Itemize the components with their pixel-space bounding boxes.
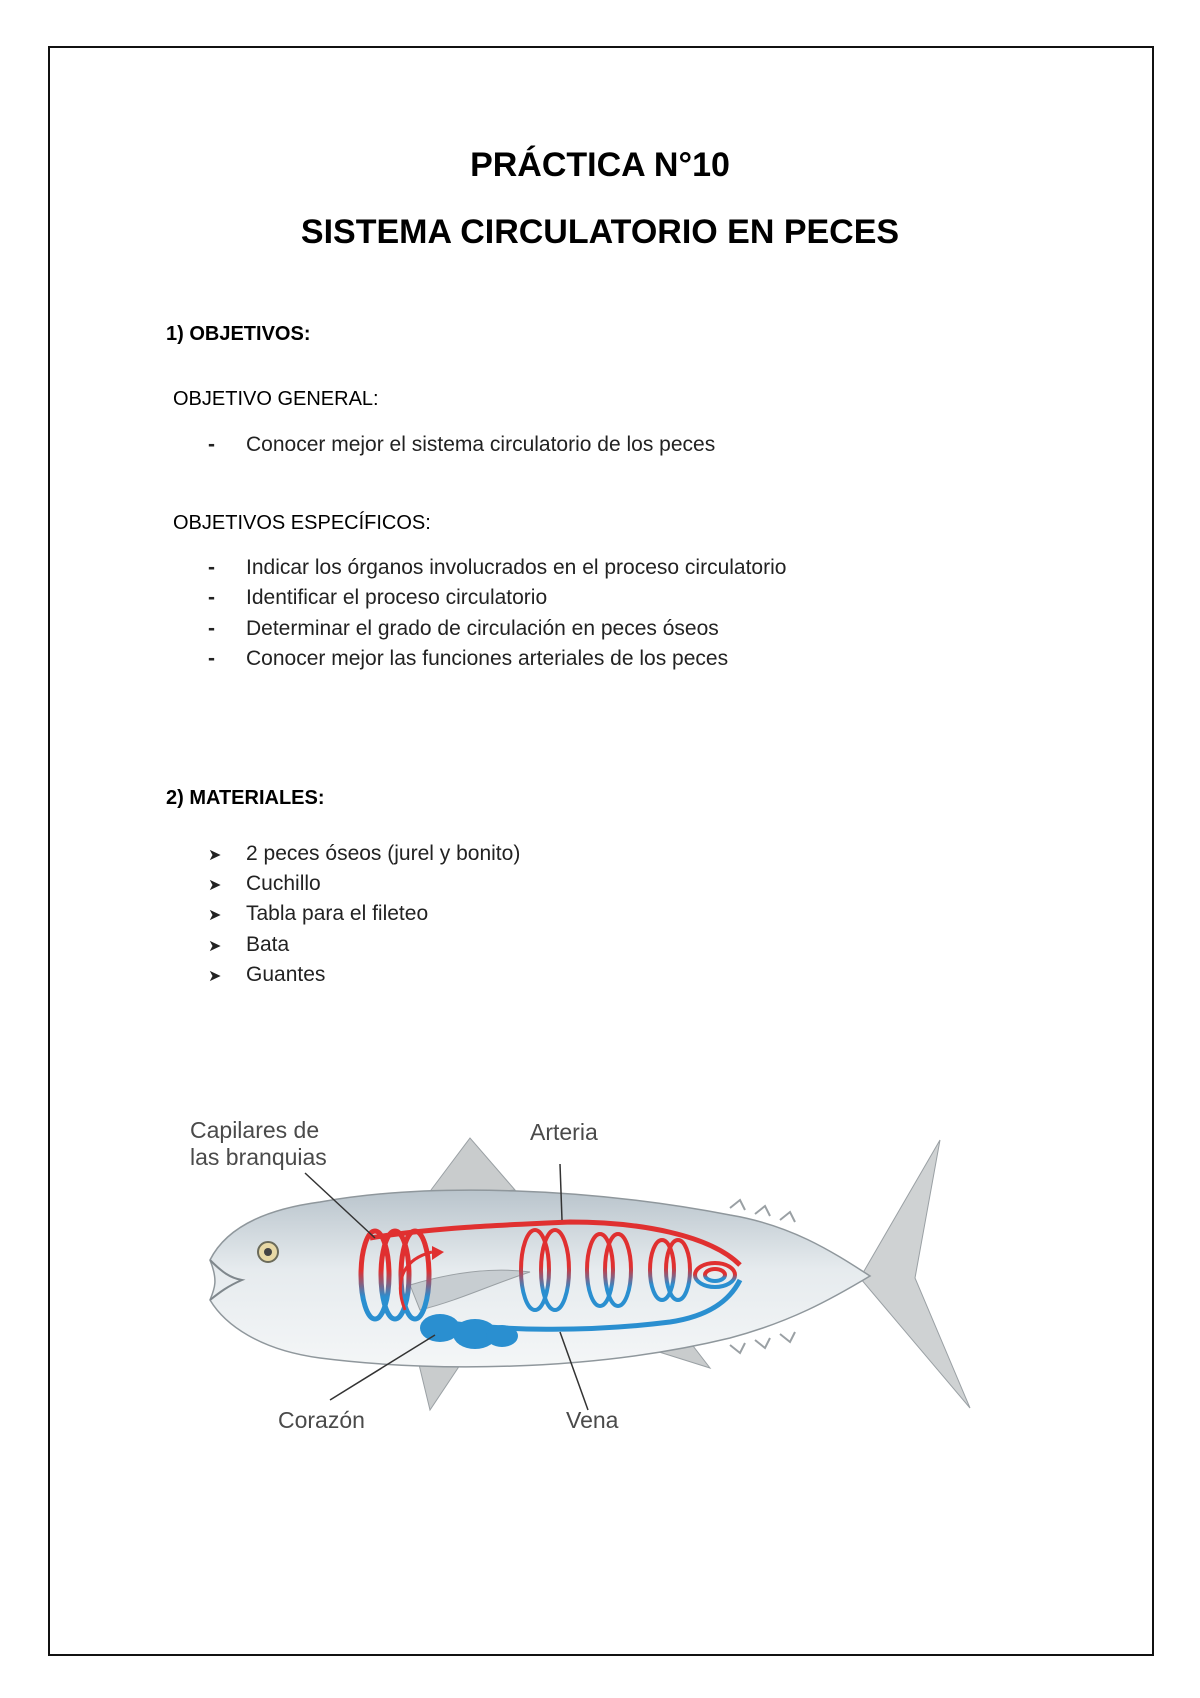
list-item: - Determinar el grado de circulación en peces óseos	[208, 614, 786, 644]
list-item: ➤ 2 peces óseos (jurel y bonito)	[208, 839, 520, 869]
label-corazon: Corazón	[278, 1407, 365, 1433]
fish-circulatory-diagram	[170, 1110, 1050, 1450]
objetivo-general-list	[208, 430, 715, 460]
list-item: ➤ Guantes	[208, 960, 520, 990]
label-arteria: Arteria	[530, 1119, 598, 1145]
objetivo-general-heading: OBJETIVO GENERAL:	[173, 388, 379, 410]
objetivos-especificos-heading: OBJETIVOS ESPECÍFICOS:	[173, 512, 431, 534]
dash-bullet: -	[208, 616, 215, 640]
dorsal-fin	[425, 1138, 515, 1198]
list-item: - Indicar los órganos involucrados en el proceso circulatorio	[208, 553, 786, 583]
list-item: - Conocer mejor el sistema circulatorio de los peces	[208, 430, 715, 460]
objetivos-especificos-list	[208, 553, 786, 674]
tail-fin	[860, 1140, 970, 1408]
list-item: ➤ Cuchillo	[208, 869, 520, 899]
arrow-bullet-icon: ➤	[208, 877, 222, 895]
page-subtitle: SISTEMA CIRCULATORIO EN PECES	[300, 213, 900, 251]
materiales-list	[208, 839, 520, 990]
list-item: - Identificar el proceso circulatorio	[208, 583, 786, 613]
label-vena: Vena	[566, 1407, 619, 1433]
heart-chamber-3	[486, 1325, 518, 1347]
page-title: PRÁCTICA N°10	[470, 146, 730, 184]
label-capilares-2: las branquias	[190, 1144, 327, 1170]
list-item: ➤ Bata	[208, 930, 520, 960]
section-objetivos-heading: 1) OBJETIVOS:	[166, 323, 311, 345]
arrow-bullet-icon: ➤	[208, 967, 222, 985]
list-item: ➤ Tabla para el fileteo	[208, 899, 520, 929]
dash-bullet: -	[208, 433, 215, 456]
label-capilares-1: Capilares de	[190, 1117, 320, 1143]
section-materiales-heading: 2) MATERIALES:	[166, 787, 325, 809]
fish-pupil	[264, 1248, 272, 1256]
arrow-bullet-icon: ➤	[208, 847, 222, 864]
dash-bullet: -	[208, 586, 215, 610]
arrow-bullet-icon: ➤	[208, 907, 222, 925]
arrow-bullet-icon: ➤	[208, 937, 222, 955]
dash-bullet: -	[208, 646, 215, 670]
list-item: - Conocer mejor las funciones arteriales de los peces	[208, 644, 786, 674]
dash-bullet: -	[208, 556, 215, 579]
